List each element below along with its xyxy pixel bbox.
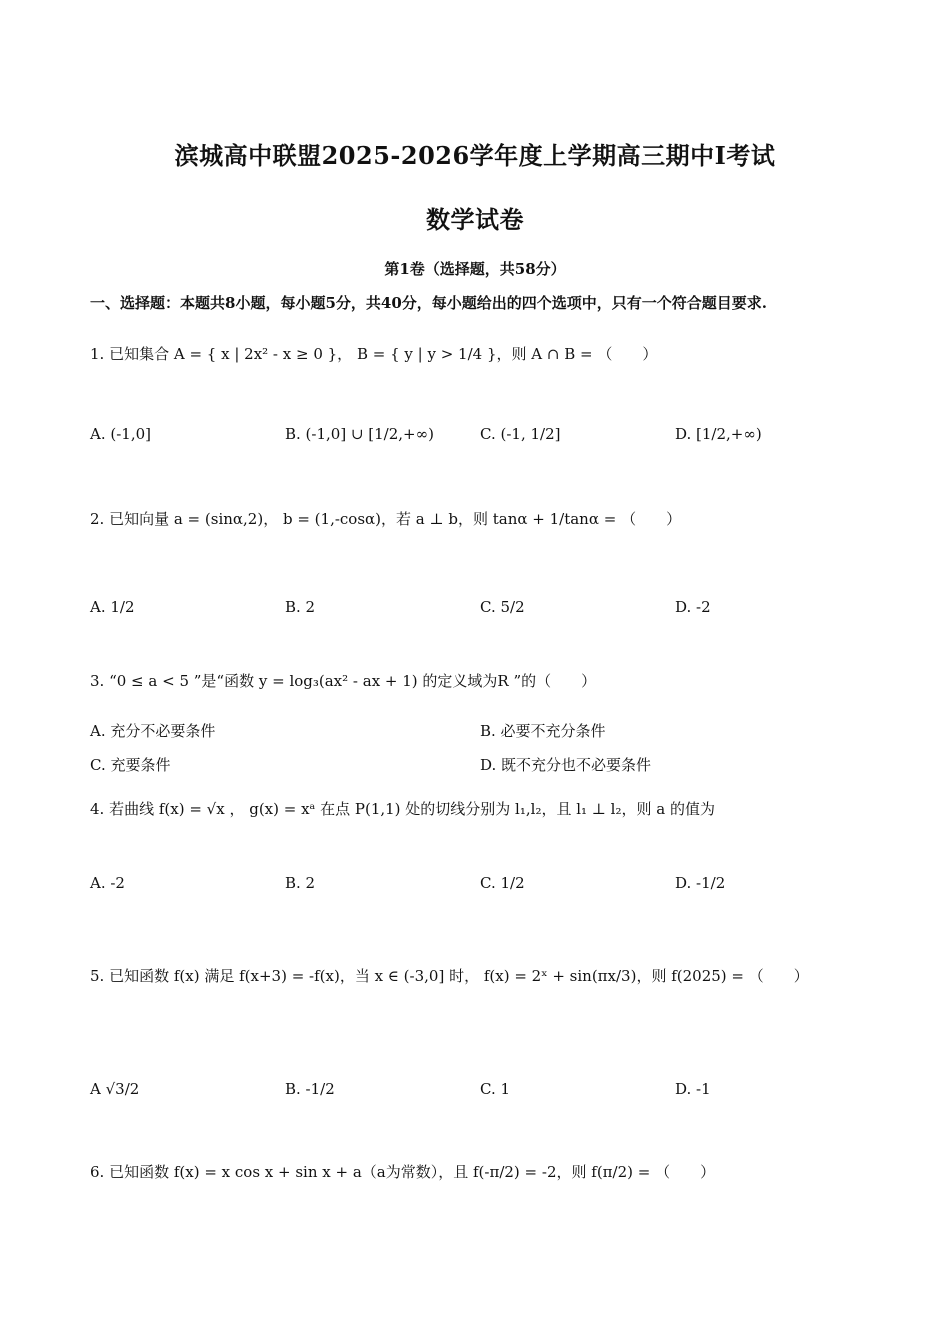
q4-option-b: B. 2 [285,874,316,892]
question-3-stem [90,672,596,690]
q1-option-d: D. [1/2,+∞) [675,425,762,443]
q3-text: 3. “0 ≤ a < 5 ”是“函数 y = log₃(ax² - ax + 1) 的定义域为R ”的（ ） [90,672,597,690]
q2-option-a: A. 1/2 [90,598,135,616]
q4-text: 4. 若曲线 f(x) = √x ， g(x) = xᵃ 在点 P(1,1) 处的切线分别为 l₁,l₂，且 l₁ ⊥ l₂，则 a 的值为 [90,800,715,818]
q5-text: 5. 已知函数 f(x) 满足 f(x+3) = -f(x)，当 x ∈ (-3,0] 时， f(x) = 2ˣ + sin(πx/3)，则 f(2025) = （ ） [90,967,809,985]
q2-text: 2. 已知向量 a = (sinα,2)， b = (1,-cosα)，若 a ⊥ b，则 tanα + 1/tanα = （ ） [90,510,682,528]
q5-option-d: D. -1 [675,1080,711,1098]
q1-option-a: A. (-1,0] [90,425,151,443]
section-heading: 一、选择题：本题共8小题，每小题5分，共40分，每小题给出的四个选项中，只有一个符合题目要求. [90,294,767,312]
q2-option-c: C. 5/2 [480,598,525,616]
question-5-stem [90,955,860,997]
q2-option-d: D. -2 [675,598,711,616]
q3-option-d: D. 既不充分也不必要条件 [480,756,652,774]
exam-title: 滨城高中联盟2025-2026学年度上学期高三期中Ⅰ考试 [174,141,776,170]
question-4-stem [90,800,715,818]
q3-option-b: B. 必要不充分条件 [480,722,606,740]
q6-text: 6. 已知函数 f(x) = x cos x + sin x + a（a为常数），且 f(-π/2) = -2，则 f(π/2) = （ ） [90,1163,716,1181]
q4-option-c: C. 1/2 [480,874,525,892]
question-2-stem [90,510,681,528]
q3-option-c: C. 充要条件 [90,756,171,774]
q3-option-a: A. 充分不必要条件 [90,722,216,740]
q1-option-c: C. (-1, 1/2] [480,425,561,443]
q2-option-b: B. 2 [285,598,316,616]
part-heading: 第1卷（选择题，共58分） [384,260,566,278]
question-6-stem [90,1163,715,1181]
question-1-stem [90,345,657,363]
q1-option-b: B. (-1,0] ∪ [1/2,+∞) [285,425,434,443]
q4-option-a: A. -2 [90,874,125,892]
q5-option-c: C. 1 [480,1080,511,1098]
q1-text: 1. 已知集合 A = { x | 2x² - x ≥ 0 }， B = { y | y > 1/4 }，则 A ∩ B = （ ） [90,345,658,363]
q5-option-b: B. -1/2 [285,1080,335,1098]
q5-option-a: A √3/2 [90,1080,140,1098]
exam-subject: 数学试卷 [426,205,524,234]
q4-option-d: D. -1/2 [675,874,726,892]
